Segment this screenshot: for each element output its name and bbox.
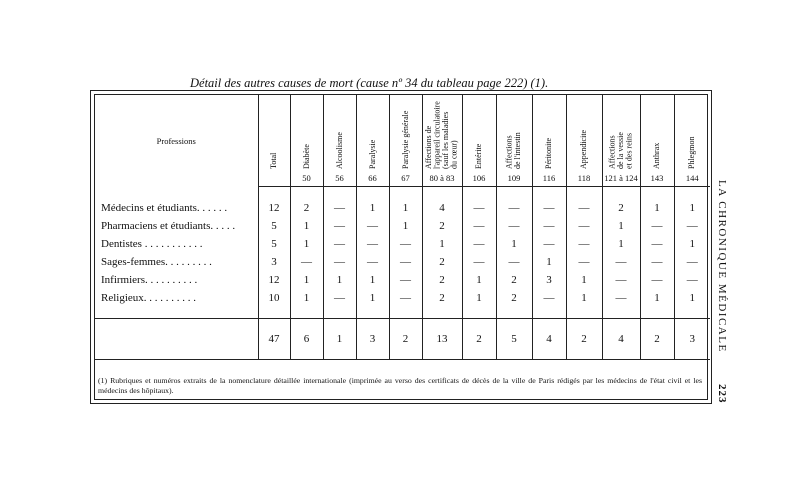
column-label: Affections de l'intestin — [504, 132, 522, 169]
cell-value: 1 — [356, 289, 389, 307]
cell-value: 1 — [356, 271, 389, 289]
cell-value: — — [532, 289, 566, 307]
column-header — [640, 95, 674, 187]
column-total: 4 — [532, 319, 566, 360]
cell-value: 1 — [323, 271, 356, 289]
table-row — [95, 235, 710, 253]
column-code: 121 à 124 — [604, 173, 638, 183]
column-label: Appendicite — [578, 129, 588, 169]
table-row — [95, 217, 710, 235]
cell-value: 1 — [496, 235, 532, 253]
column-code: 80 à 83 — [429, 173, 455, 183]
table-row — [95, 289, 710, 307]
cell-value: 1 — [389, 199, 422, 217]
footnote: (1) Rubriques et numéros extraits de la nomenclature détaillée internationale (imprimée au verso des certificats de décès de la ville de Paris rédigés par les médecins de l'état civil et les médecins des hôpitaux). — [98, 376, 702, 395]
cell-value: 1 — [602, 235, 640, 253]
cell-value: 2 — [422, 217, 462, 235]
column-total: 6 — [290, 319, 323, 360]
column-total: 13 — [422, 319, 462, 360]
cell-value: — — [462, 253, 496, 271]
column-label: Phlegmon — [687, 136, 696, 169]
column-total: 4 — [602, 319, 640, 360]
row-total: 5 — [258, 217, 290, 235]
cell-value: — — [356, 253, 389, 271]
cell-value: — — [566, 199, 602, 217]
profession-name: Sages-femmes. . . . . . . . . — [101, 256, 212, 268]
cell-value: — — [462, 199, 496, 217]
cell-value: — — [323, 289, 356, 307]
column-total: 2 — [389, 319, 422, 360]
column-total: 47 — [258, 319, 290, 360]
cell-value: 2 — [290, 199, 323, 217]
cell-value: — — [532, 217, 566, 235]
cell-value: 1 — [422, 235, 462, 253]
table-caption: Détail des autres causes de mort (cause nº 34 du tableau page 222) (1). — [190, 76, 549, 90]
column-label: Affections de la vessie et des reins — [607, 132, 634, 169]
totals-row — [95, 319, 710, 360]
column-header — [290, 95, 323, 187]
cell-value: 2 — [422, 271, 462, 289]
column-code: 106 — [472, 173, 486, 183]
cell-value: — — [323, 235, 356, 253]
cell-value: 1 — [674, 289, 710, 307]
cell-value: — — [566, 253, 602, 271]
column-header — [422, 95, 462, 187]
cell-value: — — [640, 217, 674, 235]
spacer-row — [95, 187, 710, 200]
column-header — [356, 95, 389, 187]
cell-value: — — [323, 217, 356, 235]
cell-value: 1 — [290, 271, 323, 289]
cell-value: — — [532, 235, 566, 253]
row-total: 10 — [258, 289, 290, 307]
cell-value: — — [640, 253, 674, 271]
cell-value: — — [389, 253, 422, 271]
cell-value: — — [356, 235, 389, 253]
gap-row — [95, 307, 710, 319]
column-code: 143 — [650, 173, 664, 183]
column-total: 3 — [674, 319, 710, 360]
column-code: 67 — [401, 173, 410, 183]
cell-value: 1 — [290, 289, 323, 307]
cell-value: 1 — [532, 253, 566, 271]
column-code: 109 — [507, 173, 521, 183]
cell-value: — — [674, 253, 710, 271]
cell-value: 1 — [462, 271, 496, 289]
mortality-table — [95, 95, 710, 360]
column-code: 66 — [368, 173, 377, 183]
header-row — [95, 95, 710, 187]
cell-value: — — [290, 253, 323, 271]
cell-value: — — [674, 217, 710, 235]
cell-value: — — [602, 253, 640, 271]
column-code: 118 — [577, 173, 591, 183]
column-total: 5 — [496, 319, 532, 360]
column-total: 2 — [566, 319, 602, 360]
table-row — [95, 199, 710, 217]
cell-value: 1 — [640, 199, 674, 217]
cell-value: 1 — [389, 217, 422, 235]
cell-value: 4 — [422, 199, 462, 217]
column-label: Péritonite — [543, 137, 553, 169]
column-label: Paralysie — [367, 139, 377, 169]
column-header — [496, 95, 532, 187]
cell-value: — — [462, 235, 496, 253]
cell-value: 1 — [566, 289, 602, 307]
cell-value: — — [532, 199, 566, 217]
profession-name: Pharmaciens et étudiants. . . . . — [101, 220, 236, 232]
profession-name: Médecins et étudiants. . . . . . — [101, 202, 228, 214]
column-header — [674, 95, 710, 187]
column-label: Affections de l'appareil circulatoire (sauf les maladies du cœur) — [424, 101, 459, 169]
column-header — [389, 95, 422, 187]
cell-value: 2 — [496, 271, 532, 289]
cell-value: — — [389, 271, 422, 289]
cell-value: 1 — [566, 271, 602, 289]
cell-value: — — [356, 217, 389, 235]
cell-value: 1 — [602, 217, 640, 235]
profession-name: Dentistes . . . . . . . . . . . — [101, 238, 203, 250]
column-label: Anthrax — [651, 142, 661, 169]
cell-value: — — [462, 217, 496, 235]
cell-value: 1 — [674, 235, 710, 253]
column-label: Entérite — [473, 143, 483, 169]
cell-value: — — [496, 199, 532, 217]
cell-value: 1 — [356, 199, 389, 217]
column-label: Paralysie générale — [400, 110, 410, 169]
cell-value: 1 — [674, 199, 710, 217]
column-header — [566, 95, 602, 187]
column-header — [602, 95, 640, 187]
cell-value: — — [389, 289, 422, 307]
column-code: 56 — [335, 173, 344, 183]
column-code: 144 — [685, 173, 699, 183]
row-total: 3 — [258, 253, 290, 271]
cell-value: 2 — [422, 289, 462, 307]
cell-value: — — [602, 289, 640, 307]
cell-value: 1 — [462, 289, 496, 307]
row-total: 12 — [258, 271, 290, 289]
column-total: 3 — [356, 319, 389, 360]
professions-header: Professions — [156, 135, 196, 146]
cell-value: — — [674, 271, 710, 289]
column-header — [323, 95, 356, 187]
running-title: LA CHRONIQUE MÉDICALE — [716, 180, 728, 353]
column-label: Total — [268, 152, 278, 169]
column-total: 1 — [323, 319, 356, 360]
cell-value: — — [566, 217, 602, 235]
cell-value: — — [640, 271, 674, 289]
column-total: 2 — [462, 319, 496, 360]
profession-name: Religieux. . . . . . . . . . — [101, 292, 197, 304]
cell-value: — — [640, 235, 674, 253]
cell-value: 2 — [602, 199, 640, 217]
cell-value: — — [496, 217, 532, 235]
column-header — [532, 95, 566, 187]
row-total: 5 — [258, 235, 290, 253]
cell-value: 1 — [290, 235, 323, 253]
column-code: 116 — [542, 173, 556, 183]
column-label: Alcoolisme — [334, 132, 344, 169]
cell-value: — — [566, 235, 602, 253]
table-row — [95, 253, 710, 271]
cell-value: — — [389, 235, 422, 253]
cell-value: 2 — [496, 289, 532, 307]
table-row — [95, 271, 710, 289]
cell-value: — — [602, 271, 640, 289]
column-total: 2 — [640, 319, 674, 360]
column-header — [258, 95, 290, 187]
cell-value: — — [496, 253, 532, 271]
row-total: 12 — [258, 199, 290, 217]
cell-value: 2 — [422, 253, 462, 271]
cell-value: — — [323, 253, 356, 271]
cell-value: 1 — [640, 289, 674, 307]
profession-name: Infirmiers. . . . . . . . . . — [101, 274, 198, 286]
cell-value: 1 — [290, 217, 323, 235]
column-header — [462, 95, 496, 187]
column-code: 50 — [302, 173, 311, 183]
page-number: 223 — [716, 384, 728, 404]
cell-value: 3 — [532, 271, 566, 289]
column-label: Diabète — [301, 144, 311, 169]
cell-value: — — [323, 199, 356, 217]
